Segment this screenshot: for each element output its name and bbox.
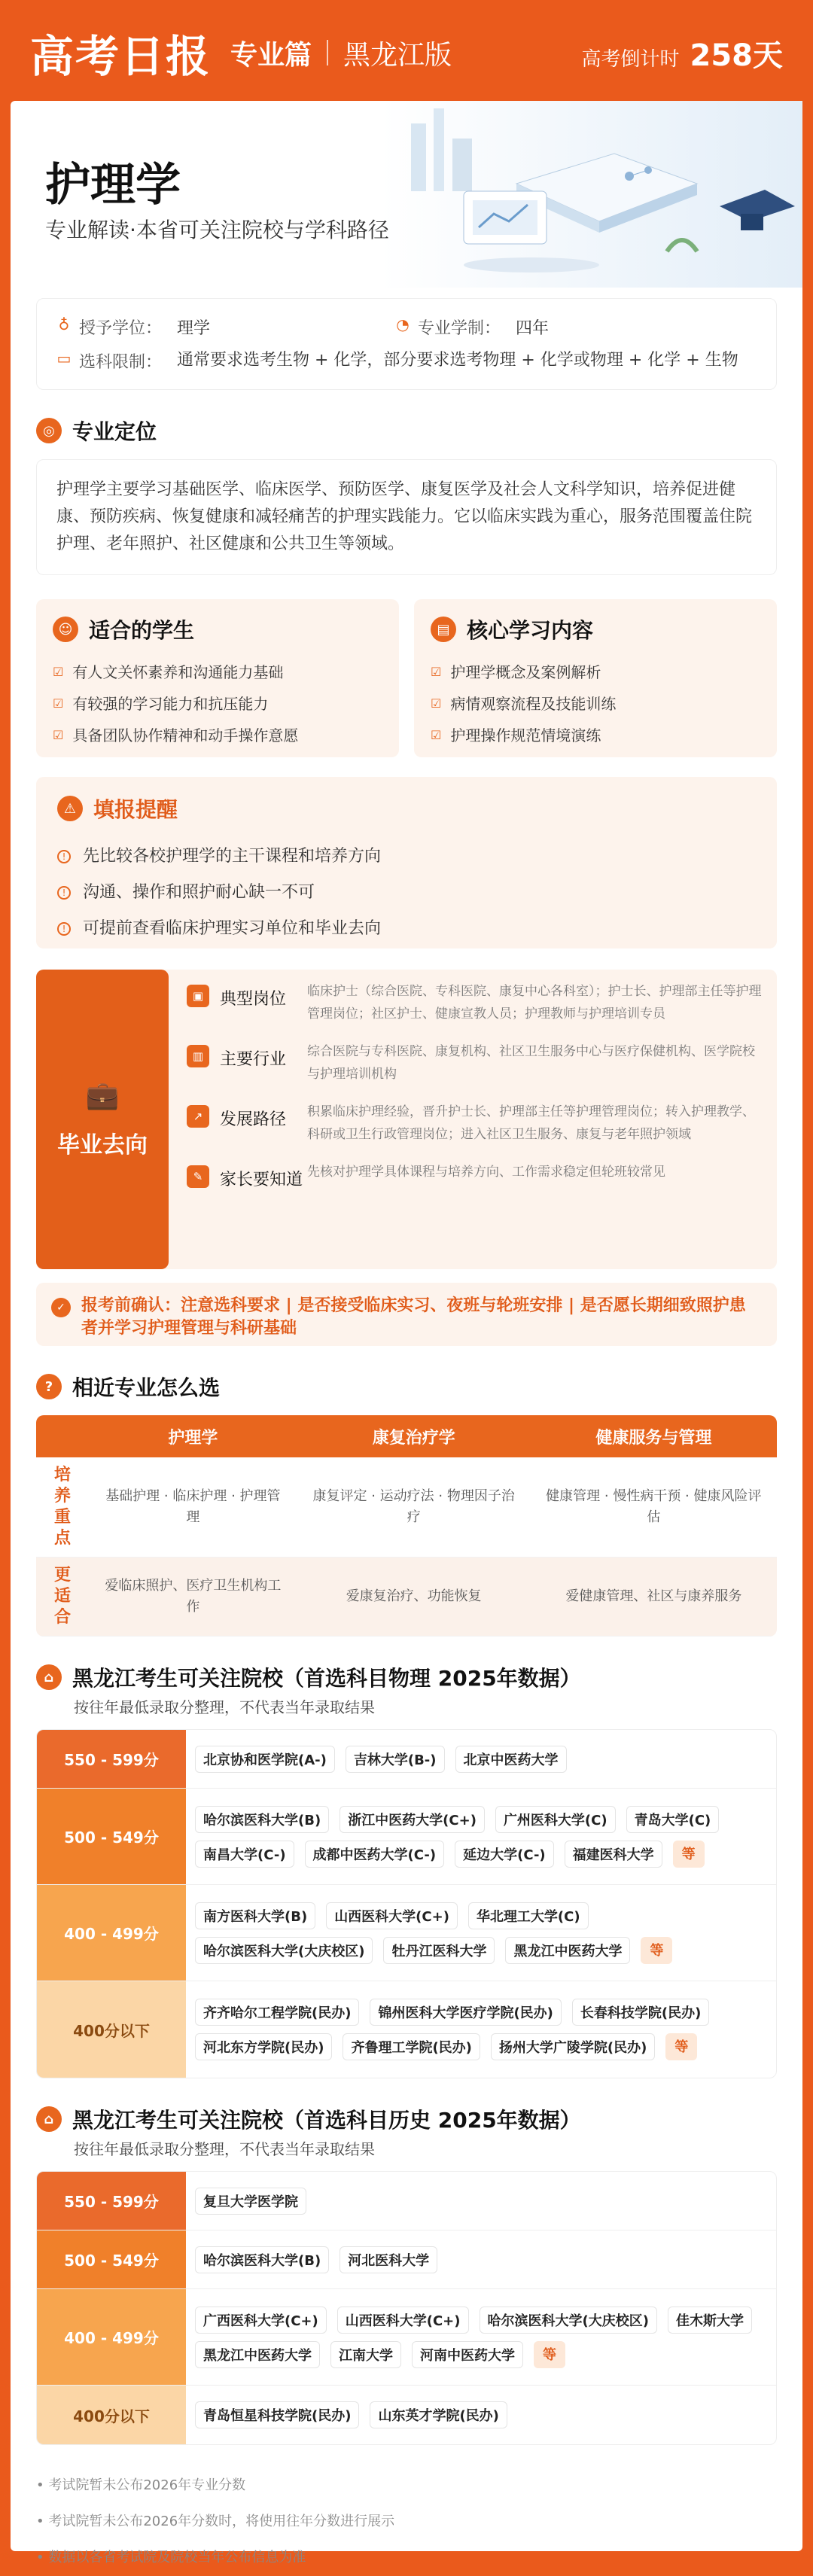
table-header — [36, 1415, 89, 1457]
school-list — [186, 2289, 776, 2385]
confirm-text: 报考前确认：注意选科要求 | 是否接受临床实习、夜班与轮班安排 | 是否愿长期细致照护患者并学习护理管理与科研基础 — [81, 1296, 746, 1338]
top-header — [0, 0, 813, 105]
list-item: ☑ 护理操作规范情境演练 — [431, 720, 760, 751]
tips-title: 填报提醒 — [93, 797, 178, 822]
building-icon: ▥ — [187, 1045, 209, 1067]
alert-icon: ! — [57, 922, 71, 936]
alert-icon: ! — [57, 886, 71, 900]
school-chip[interactable]: 广州医科大学(C) — [495, 1806, 616, 1833]
school-chip[interactable]: 哈尔滨医科大学(B) — [195, 2246, 329, 2273]
positioning-text: 护理学主要学习基础医学、临床医学、预防医学、康复医学及社会人文科学知识，培养促进健康、预防疾病、恢复健康和减轻痛苦的护理实践能力。它以临床实践为重心，服务范围覆盖住院护理、老年照护、社区健康和公共卫生等领域。 — [36, 459, 777, 575]
hero — [11, 101, 802, 288]
school-chip[interactable]: 复旦大学医学院 — [195, 2188, 306, 2215]
book-icon: ▭ — [56, 349, 72, 367]
list-item: ! 先比较各校护理学的主干课程和培养方向 — [57, 839, 756, 875]
school-chip[interactable]: 哈尔滨医科大学(大庆校区) — [480, 2307, 657, 2334]
school-list — [186, 2172, 776, 2230]
career-row: ↗ 发展路径 积累临床护理经验，晋升护士长、护理部主任等护理管理岗位；转入护理教学、科研或卫生行政管理岗位；进入社区卫生服务、康复与老年照护领域 — [187, 1101, 762, 1146]
list-item: ☑ 有较强的学习能力和抗压能力 — [53, 688, 382, 720]
school-chip[interactable]: 江南大学 — [330, 2341, 401, 2368]
warning-icon: ⚠ — [57, 796, 83, 821]
list-item: ☑ 护理学概念及案例解析 — [431, 656, 760, 688]
school-chip[interactable]: 福建医科大学 — [565, 1841, 662, 1868]
degree-label: 授予学位： — [79, 319, 163, 338]
books-illustration — [381, 101, 802, 288]
school-chip[interactable]: 扬州大学广陵学院(民办) — [491, 2033, 655, 2060]
school-list — [186, 2230, 776, 2288]
school-chip[interactable]: 佳木斯大学 — [668, 2307, 752, 2334]
check-icon: ☑ — [53, 728, 64, 742]
score-band-row — [37, 1981, 776, 2078]
school-chip[interactable]: 长春科技学院(民办) — [572, 1999, 709, 2026]
card-title: 适合的学生 — [89, 618, 195, 643]
score-range-label: 400 - 499分 — [37, 2289, 186, 2385]
career-row: ✎ 家长要知道 先核对护理学具体课程与培养方向、工作需求稳定但轮班较常见 — [187, 1161, 762, 1190]
list-item: ☑ 有人文关怀素养和沟通能力基础 — [53, 656, 382, 688]
physics-note: 按往年最低录取分整理，不代表当年录取结果 — [74, 1698, 375, 1716]
check-icon: ☑ — [431, 665, 442, 679]
school-chip[interactable]: 南方医科大学(B) — [195, 1902, 315, 1929]
school-chip[interactable]: 南昌大学(C-) — [195, 1841, 294, 1868]
table-header: 健康服务与管理 — [531, 1415, 777, 1457]
career-row: ▣ 典型岗位 临床护士（综合医院、专科医院、康复中心各科室）；护士长、护理部主任等护理管理岗位；社区护士、健康宣教人员；护理教师与护理培训专员 — [187, 980, 762, 1025]
section-title: 相近专业怎么选 — [72, 1375, 221, 1400]
school-chip[interactable]: 哈尔滨医科大学(B) — [195, 1806, 329, 1833]
school-chip[interactable]: 河北东方学院(民办) — [195, 2033, 332, 2060]
card-title: 核心学习内容 — [467, 618, 594, 643]
list-item: ☑ 病情观察流程及技能训练 — [431, 688, 760, 720]
id-card-icon: ▣ — [187, 985, 209, 1007]
score-range-label: 400 - 499分 — [37, 1885, 186, 1981]
school-chip[interactable]: 山西医科大学(C+) — [337, 2307, 469, 2334]
physics-score-bands — [36, 1729, 777, 2078]
score-band-row — [37, 2172, 776, 2230]
school-list — [186, 1730, 776, 1788]
school-chip[interactable]: 山西医科大学(C+) — [326, 1902, 458, 1929]
parent-icon: ✎ — [187, 1165, 209, 1188]
school-chip[interactable]: 齐鲁理工学院(民办) — [343, 2033, 480, 2060]
major-subtitle: 专业解读·本省可关注院校与学科路径 — [45, 218, 389, 242]
score-range-label: 400分以下 — [37, 1981, 186, 2078]
limit-label: 选科限制： — [79, 353, 163, 372]
tips-card — [36, 777, 777, 948]
core-card — [414, 599, 777, 757]
school-chip[interactable]: 锦州医科大学医疗学院(民办) — [370, 1999, 561, 2026]
table-row: 培养重点 基础护理 · 临床护理 · 护理管理 康复评定 · 运动疗法 · 物理因子治疗 健康管理 · 慢性病干预 · 健康风险评估 — [36, 1457, 777, 1557]
school-chip[interactable]: 河南中医药大学 — [412, 2341, 523, 2368]
career-label-block — [36, 970, 169, 1269]
table-header: 康复治疗学 — [297, 1415, 531, 1457]
score-range-label: 400分以下 — [37, 2386, 186, 2444]
info-row — [56, 349, 757, 373]
career-row: ▥ 主要行业 综合医院与专科医院、康复机构、社区卫生服务中心与医疗保健机构、医学院校与护理培训机构 — [187, 1040, 762, 1086]
suitable-card — [36, 599, 399, 757]
degree-value: 理学 — [177, 319, 211, 338]
clock-icon: ◔ — [396, 315, 410, 333]
footnote: • 考试院暂未公布2026年分数时，将使用往年分数进行展示 — [36, 2514, 395, 2529]
score-range-label: 550 - 599分 — [37, 1730, 186, 1788]
major-title: 护理学 — [45, 159, 181, 212]
content-page — [11, 101, 802, 2565]
list-item: ! 可提前查看临床护理实习单位和毕业去向 — [57, 911, 756, 947]
score-band-row — [37, 1885, 776, 1981]
career-title: 毕业去向 — [57, 1132, 148, 1159]
school-chip[interactable]: 黑龙江中医药大学 — [505, 1937, 630, 1964]
physics-schools-title: ⌂ 黑龙江考生可关注院校（首选科目物理 2025年数据） — [36, 1662, 777, 1692]
more-badge[interactable]: 等 — [665, 2033, 697, 2060]
two-cards — [36, 599, 777, 757]
info-row — [56, 315, 757, 339]
score-range-label: 500 - 549分 — [37, 1789, 186, 1884]
trend-icon: ↗ — [187, 1105, 209, 1128]
school-list — [186, 2386, 776, 2444]
school-chip[interactable]: 黑龙江中医药大学 — [195, 2341, 320, 2368]
section-compare — [36, 1372, 777, 1402]
school-chip[interactable]: 浙江中医药大学(C+) — [340, 1806, 485, 1833]
career-card — [36, 970, 777, 1269]
history-score-bands — [36, 2171, 777, 2445]
basic-info-box — [36, 298, 777, 390]
list-item: ☑ 具备团队协作精神和动手操作意愿 — [53, 720, 382, 751]
more-badge[interactable]: 等 — [673, 1841, 705, 1868]
section-positioning — [36, 416, 777, 446]
school-chip[interactable]: 吉林大学(B-) — [346, 1746, 445, 1773]
school-chip[interactable]: 北京中医药大学 — [455, 1746, 567, 1773]
award-icon: ♁ — [58, 315, 70, 333]
score-range-label: 500 - 549分 — [37, 2230, 186, 2288]
score-band-row — [37, 2230, 776, 2289]
footnote: • 数据以各省考试院及院校当年公布信息为准 — [36, 2550, 306, 2565]
check-circle-icon: ✓ — [51, 1298, 71, 1317]
check-icon: ☑ — [431, 728, 442, 742]
confirm-box — [36, 1283, 777, 1346]
score-band-row — [37, 1730, 776, 1789]
table-row: 更适合 爱临床照护、医疗卫生机构工作 爱康复治疗、功能恢复 爱健康管理、社区与康养服务 — [36, 1557, 777, 1637]
history-note: 按往年最低录取分整理，不代表当年录取结果 — [74, 2140, 375, 2158]
check-icon: ☑ — [431, 696, 442, 711]
province-label: 黑龙江版 — [343, 39, 452, 71]
table-header: 护理学 — [89, 1415, 297, 1457]
school-chip[interactable]: 华北理工大学(C) — [468, 1902, 589, 1929]
score-range-label: 550 - 599分 — [37, 2172, 186, 2230]
limit-value: 通常要求选考生物 + 化学，部分要求选考物理 + 化学或物理 + 化学 + 生物 — [177, 351, 738, 370]
duration-label: 专业学制： — [418, 319, 501, 338]
briefcase-icon: 💼 — [85, 1080, 120, 1111]
history-schools-title: ⌂ 黑龙江考生可关注院校（首选科目历史 2025年数据） — [36, 2104, 777, 2134]
school-chip[interactable]: 青岛恒星科技学院(民办) — [195, 2401, 359, 2428]
section-title: 专业定位 — [72, 419, 157, 444]
question-icon: ? — [36, 1374, 62, 1399]
section-label: 专业篇 — [230, 39, 312, 71]
open-book-icon: ▤ — [431, 617, 456, 642]
divider — [327, 40, 328, 65]
countdown-label: 高考倒计时 — [581, 47, 680, 71]
duration-value: 四年 — [516, 319, 550, 338]
school-chip[interactable]: 山东英才学院(民办) — [370, 2401, 507, 2428]
school-chip[interactable]: 成都中医药大学(C-) — [305, 1841, 445, 1868]
countdown — [581, 32, 783, 75]
school-list — [186, 1789, 776, 1884]
more-badge[interactable]: 等 — [534, 2341, 565, 2368]
school-chip[interactable]: 青岛大学(C) — [626, 1806, 720, 1833]
compare-table — [36, 1415, 777, 1637]
school-chip[interactable]: 齐齐哈尔工程学院(民办) — [195, 1999, 359, 2026]
footnotes — [36, 2468, 802, 2576]
more-badge[interactable]: 等 — [641, 1937, 672, 1964]
school-list — [186, 1885, 776, 1981]
school-chip[interactable]: 北京协和医学院(A-) — [195, 1746, 335, 1773]
school-chip[interactable]: 延边大学(C-) — [455, 1841, 554, 1868]
school-chip[interactable]: 广西医科大学(C+) — [195, 2307, 327, 2334]
score-band-row — [37, 2289, 776, 2386]
check-icon: ☑ — [53, 665, 64, 679]
school-icon: ⌂ — [36, 1664, 62, 1690]
check-icon: ☑ — [53, 696, 64, 711]
alert-icon: ! — [57, 850, 71, 863]
list-item: ! 沟通、操作和照护耐心缺一不可 — [57, 875, 756, 911]
school-chip[interactable]: 河北医科大学 — [340, 2246, 437, 2273]
countdown-value: 258天 — [690, 38, 783, 73]
score-band-row — [37, 1789, 776, 1885]
school-icon: ⌂ — [36, 2106, 62, 2132]
brand-title: 高考日报 — [30, 31, 212, 82]
school-chip[interactable]: 牡丹江医科大学 — [383, 1937, 495, 1964]
school-list — [186, 1981, 776, 2078]
footnote: • 考试院暂未公布2026年专业分数 — [36, 2477, 246, 2493]
career-rows — [169, 970, 777, 1269]
user-icon: ☺ — [53, 617, 78, 642]
compass-icon: ◎ — [36, 418, 62, 443]
school-chip[interactable]: 哈尔滨医科大学(大庆校区) — [195, 1937, 373, 1964]
score-band-row — [37, 2386, 776, 2444]
